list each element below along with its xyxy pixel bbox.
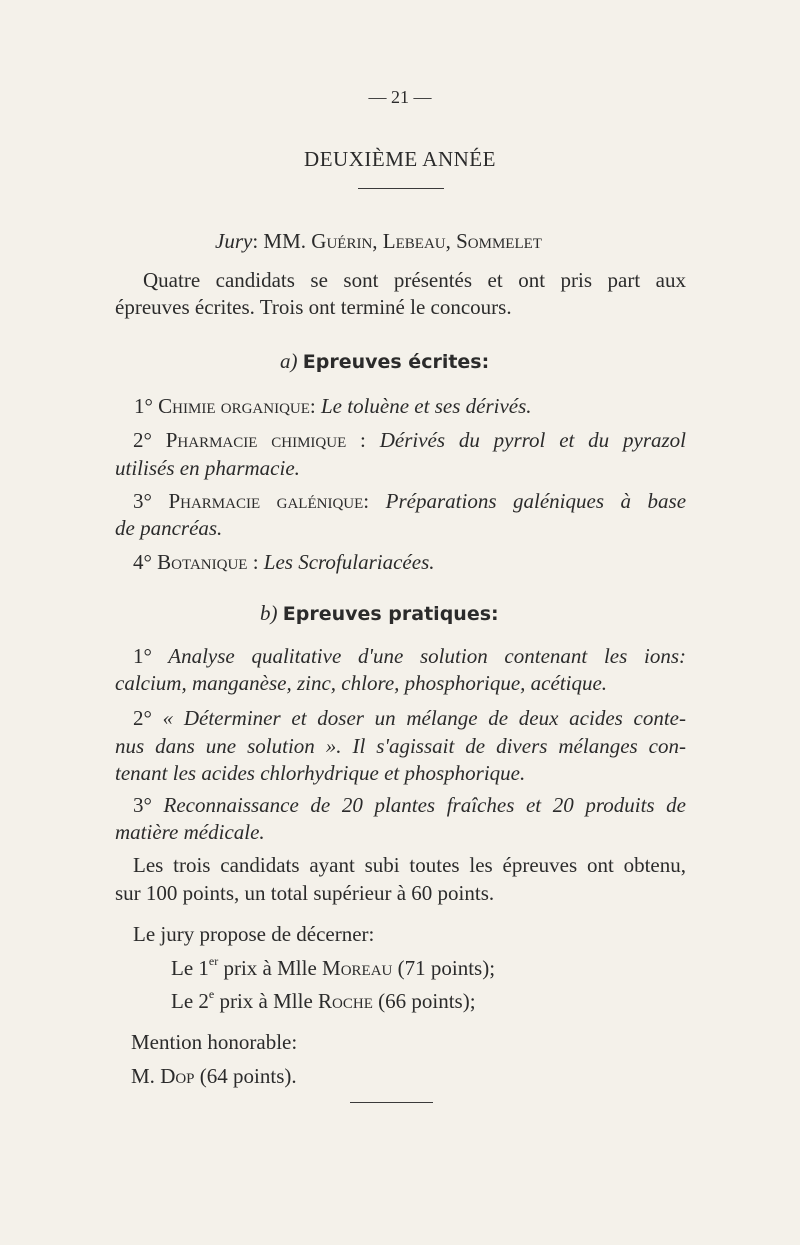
results-line: sur 100 points, un total supérieur à 60 points. xyxy=(115,881,495,905)
section-title: DEUXIÈME ANNÉE xyxy=(304,147,496,171)
prize-line: Le 1er prix à Mlle Moreau (71 points); xyxy=(171,954,496,980)
intro-line: épreuves écrites. Trois ont terminé le concours. xyxy=(115,295,512,319)
written-item: 3° Pharmacie galénique: Préparations galéniques à base xyxy=(133,489,687,513)
prize-line: Le 2e prix à Mlle Roche (66 points); xyxy=(171,987,476,1013)
practical-item: 3° Reconnaissance de 20 plantes fraîches et 20 produits de xyxy=(133,793,687,817)
jury-line: Jury: MM. Guérin, Lebeau, Sommelet xyxy=(215,229,542,253)
written-item: 4° Botanique : Les Scrofulariacées. xyxy=(133,550,435,574)
practical-item-cont: matière médicale. xyxy=(115,820,265,844)
practical-item: 2° « Déterminer et doser un mélange de deux acides conte- xyxy=(133,706,687,730)
jury-member: Sommelet xyxy=(456,229,542,253)
practical-item-cont: tenant les acides chlorhydrique et phosphorique. xyxy=(115,761,526,785)
mention-line: M. Dop (64 points). xyxy=(131,1064,297,1088)
jury-prefix: MM. xyxy=(263,229,307,253)
written-item-cont: de pancréas. xyxy=(115,516,223,540)
heading-text: Epreuves pratiques: xyxy=(282,603,499,625)
jury-label: Jury xyxy=(215,229,253,253)
awards-intro: Le jury propose de décerner: xyxy=(133,922,375,946)
practical-item: 1° Analyse qualitative d'une solution contenant les ions: xyxy=(133,644,686,668)
written-item: 2° Pharmacie chimique : Dérivés du pyrrol et du pyrazol xyxy=(133,428,686,452)
mention-label: Mention honorable: xyxy=(131,1030,298,1054)
title-divider xyxy=(358,188,444,189)
section-heading-practical: b) Epreuves pratiques: xyxy=(260,601,499,625)
intro-line: Quatre candidats se sont présentés et ont pris part aux xyxy=(143,268,686,292)
heading-text: Epreuves écrites: xyxy=(302,351,490,373)
closing-divider xyxy=(350,1102,433,1103)
practical-item-cont: calcium, manganèse, zinc, chlore, phosphorique, acétique. xyxy=(115,671,608,695)
written-item: 1° Chimie organique: Le toluène et ses dérivés. xyxy=(134,394,532,418)
practical-item-cont: nus dans une solution ». Il s'agissait de divers mélanges con- xyxy=(115,734,686,758)
page-number: — 21 — xyxy=(368,87,432,107)
section-heading-written: a) Epreuves écrites: xyxy=(280,349,490,373)
results-line: Les trois candidats ayant subi toutes les épreuves ont obtenu, xyxy=(133,853,686,877)
jury-member: Lebeau xyxy=(382,229,446,253)
jury-member: Guérin xyxy=(311,229,373,253)
written-item-cont: utilisés en pharmacie. xyxy=(115,456,300,480)
